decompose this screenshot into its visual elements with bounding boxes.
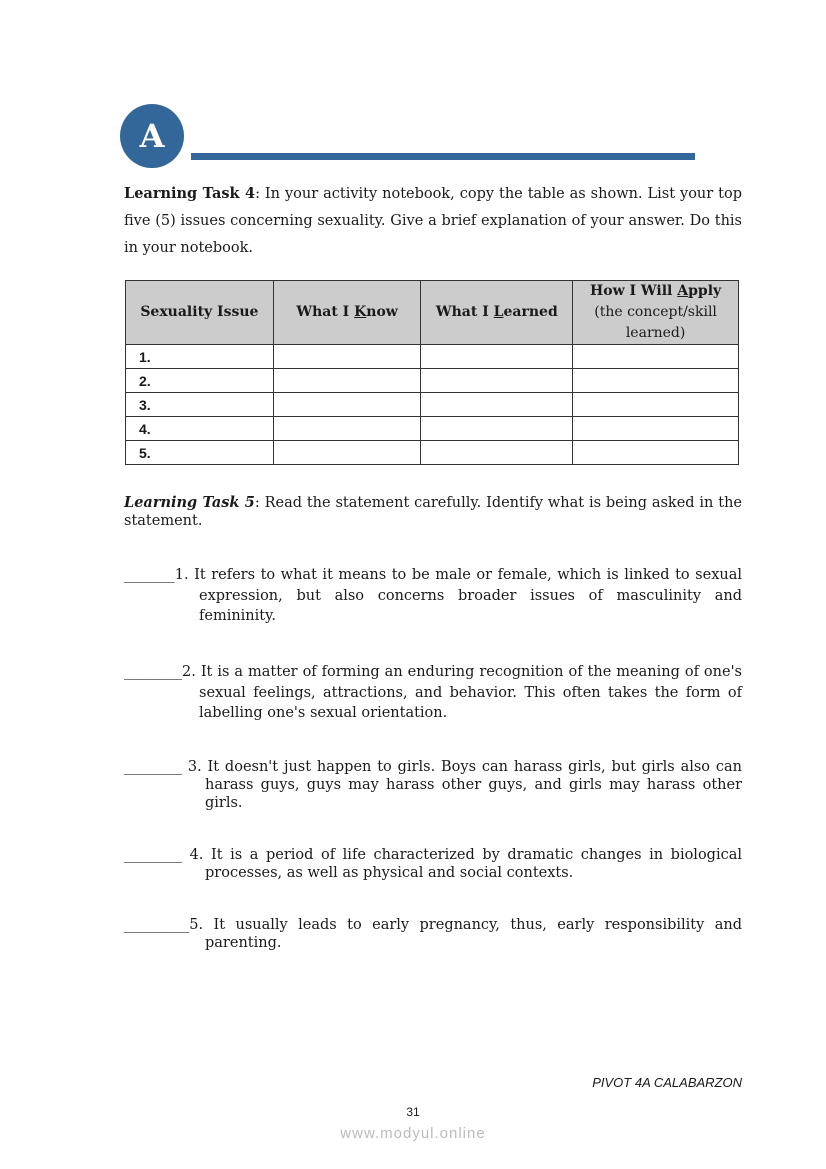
question-item: ________ 4. It is a period of life characterized by dramatic changes in biological processes, as well as physical and social contexts. — [124, 847, 742, 881]
header-sexuality-issue: Sexuality Issue — [126, 281, 274, 345]
table-row: 5. — [126, 441, 739, 465]
task4-text: : In your activity notebook, copy the table as shown. List your top five (5) issues concerning sexuality. Give a brief explanation of your answer. Do this in your notebook. — [124, 186, 742, 256]
task4-instructions — [124, 180, 742, 262]
table-header-row — [126, 281, 739, 345]
header-how-i-will-apply: How I Will Apply (the concept/skill learned) — [573, 281, 739, 345]
question-item: ________2. It is a matter of forming an enduring recognition of the meaning of one's sexual feelings, attractions, and behavior. This often takes the form of labelling one's sexual orientation. — [124, 664, 742, 721]
answer-blank[interactable]: ________ — [124, 664, 182, 680]
section-divider — [191, 153, 695, 160]
table-row: 4. — [126, 417, 739, 441]
task4-label: Learning Task 4 — [124, 185, 256, 202]
table-row: 3. — [126, 393, 739, 417]
header-what-i-learned: What I Learned — [421, 281, 573, 345]
page-number: 31 — [406, 1105, 420, 1119]
table-row: 2. — [126, 369, 739, 393]
task5-label: Learning Task 5 — [124, 494, 255, 511]
question-item: _________5. It usually leads to early pregnancy, thus, early responsibility and parenting. — [124, 917, 742, 951]
task5-text: : Read the statement carefully. Identify what is being asked in the statement. — [124, 495, 742, 529]
answer-blank[interactable]: _______ — [124, 567, 175, 583]
footer-label: PIVOT 4A CALABARZON — [592, 1075, 742, 1090]
answer-blank[interactable]: _________ — [124, 917, 190, 933]
question-item: _______1. It refers to what it means to be male or female, which is linked to sexual expression, but also concerns broader issues of masculinity and femininity. — [124, 567, 742, 624]
watermark: www.modyul.online — [340, 1125, 486, 1142]
answer-blank[interactable]: ________ — [124, 847, 182, 863]
question-item: ________ 3. It doesn't just happen to girls. Boys can harass girls, but girls also can harass guys, guys may harass other guys, and girls may harass other girls. — [124, 759, 742, 811]
header-what-i-know: What I Know — [273, 281, 421, 345]
task5-instructions — [124, 494, 742, 530]
answer-blank[interactable]: ________ — [124, 759, 182, 775]
task4-table — [125, 280, 739, 465]
section-badge: A — [120, 104, 184, 168]
table-row: 1. — [126, 345, 739, 369]
